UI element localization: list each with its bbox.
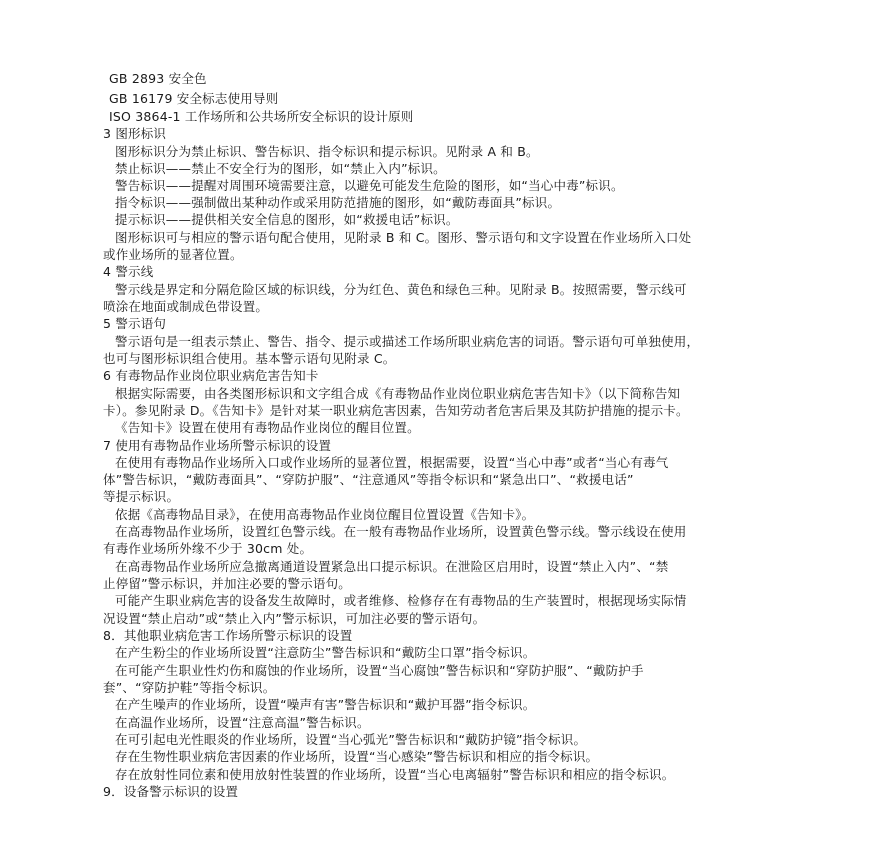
paragraph-line: 在高毒物品作业场所应急撤离通道设置紧急出口提示标识。在泄险区启用时，设置“禁止入内”、“禁 (115, 559, 669, 574)
paragraph-line: 依据《高毒物品目录》，在使用高毒物品作业岗位醒目位置设置《告知卡》。 (115, 507, 535, 522)
paragraph-line: 卡）。参见附录 D。《告知卡》是针对某一职业病危害因素，告知劳动者危害后果及其防护措施的提示卡。 (103, 403, 689, 418)
paragraph-line: 提示标识——提供相关安全信息的图形，如“救援电话”标识。 (115, 212, 459, 227)
paragraph-line: 在高毒物品作业场所，设置红色警示线。在一般有毒物品作业场所，设置黄色警示线。警示线设在使用 (115, 524, 687, 539)
paragraph-line: 体”警告标识，“戴防毒面具”、“穿防护服”、“注意通风”等指令标识和“紧急出口”、“救援电话” (103, 472, 634, 487)
paragraph-line: 图形标识分为禁止标识、警告标识、指令标识和提示标识。见附录 A 和 B。 (115, 144, 539, 159)
paragraph-line: 警示线是界定和分隔危险区域的标识线，分为红色、黄色和绿色三种。见附录 B。按照需要，警示线可 (115, 282, 687, 297)
paragraph-line: 在可能产生职业性灼伤和腐蚀的作业场所，设置“当心腐蚀”警告标识和“穿防护服”、“戴防护手 (115, 663, 644, 678)
paragraph-line: 指令标识——强制做出某种动作或采用防范措施的图形，如“戴防毒面具”标识。 (115, 195, 561, 210)
section-heading-6: 6 有毒物品作业岗位职业病危害告知卡 (103, 368, 319, 383)
ref-gb16179: GB 16179 安全标志使用导则 (109, 91, 279, 106)
paragraph-line: 根据实际需要，由各类图形标识和文字组合成《有毒物品作业岗位职业病危害告知卡》（以下简称告知 (115, 386, 681, 401)
section-heading-8: 8．其他职业病危害工作场所警示标识的设置 (103, 628, 353, 643)
paragraph-line: 警告标识——提醒对周围环境需要注意，以避免可能发生危险的图形，如“当心中毒”标识。 (115, 178, 624, 193)
paragraph-line: 存在放射性同位素和使用放射性装置的作业场所，设置“当心电离辐射”警告标识和相应的指令标识。 (115, 767, 675, 782)
section-heading-9: 9．设备警示标识的设置 (103, 784, 239, 799)
paragraph-line: 警示语句是一组表示禁止、警告、指令、提示或描述工作场所职业病危害的词语。警示语句可单独使用， (115, 334, 700, 349)
paragraph-line: 也可与图形标识组合使用。基本警示语句见附录 C。 (103, 351, 396, 366)
section-heading-4: 4 警示线 (103, 264, 154, 279)
paragraph-line: 图形标识可与相应的警示语句配合使用，见附录 B 和 C。图形、警示语句和文字设置在作业场所入口处 (115, 230, 692, 245)
ref-iso3864: ISO 3864-1 工作场所和公共场所安全标识的设计原则 (109, 109, 414, 124)
paragraph-line: 禁止标识——禁止不安全行为的图形，如“禁止入内”标识。 (115, 161, 446, 176)
section-heading-7: 7 使用有毒物品作业场所警示标识的设置 (103, 438, 332, 453)
paragraph-line: 可能产生职业病危害的设备发生故障时，或者维修、检修存在有毒物品的生产装置时，根据现场实际情 (115, 593, 687, 608)
paragraph-line: 套”、“穿防护鞋”等指令标识。 (103, 680, 276, 695)
paragraph-line: 有毒作业场所外缘不少于 30cm 处。 (103, 541, 313, 556)
section-heading-3: 3 图形标识 (103, 126, 167, 141)
paragraph-line: 在使用有毒物品作业场所入口或作业场所的显著位置，根据需要，设置“当心中毒”或者“当心有毒气 (115, 455, 669, 470)
paragraph-line: 等提示标识。 (103, 489, 180, 504)
ref-gb2893: GB 2893 安全色 (109, 71, 207, 86)
paragraph-line: 喷涂在地面或制成色带设置。 (103, 299, 269, 314)
paragraph-line: 在产生粉尘的作业场所设置“注意防尘”警告标识和“戴防尘口罩”指令标识。 (115, 645, 536, 660)
paragraph-line: 或作业场所的显著位置。 (103, 247, 243, 262)
section-heading-5: 5 警示语句 (103, 316, 167, 331)
paragraph-line: 况设置“禁止启动”或“禁止入内”警示标识，可加注必要的警示语句。 (103, 611, 486, 626)
paragraph-line: 止停留”警示标识，并加注必要的警示语句。 (103, 576, 351, 591)
paragraph-line: 在可引起电光性眼炎的作业场所，设置“当心弧光”警告标识和“戴防护镜”指令标识。 (115, 732, 587, 747)
paragraph-line: 在高温作业场所，设置“注意高温”警告标识。 (115, 715, 370, 730)
paragraph-line: 存在生物性职业病危害因素的作业场所，设置“当心感染”警告标识和相应的指令标识。 (115, 749, 599, 764)
paragraph-line: 在产生噪声的作业场所，设置“噪声有害”警告标识和“戴护耳器”指令标识。 (115, 697, 536, 712)
paragraph-line: 《告知卡》设置在使用有毒物品作业岗位的醒目位置。 (115, 420, 420, 435)
